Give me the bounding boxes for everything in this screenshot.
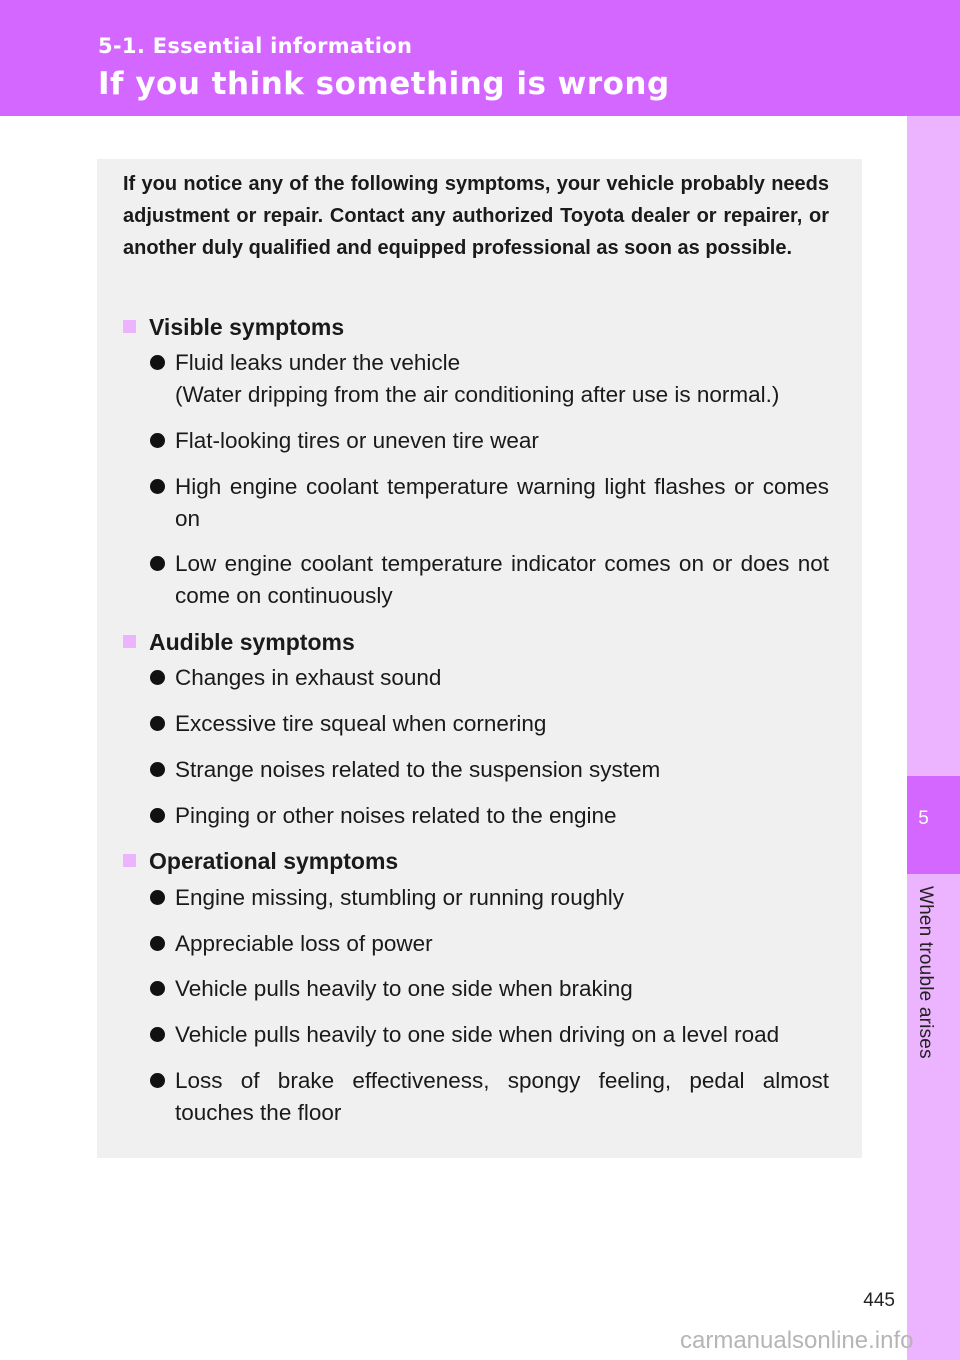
list-item-note: (Water dripping from the air conditioning after use is normal.) [175,382,780,407]
square-bullet-icon [123,635,136,648]
intro-paragraph: If you notice any of the following symptoms, your vehicle probably needs adjustment or repair. Contact any authorized Toyota dealer or repairer, or another duly qualified and equipped professional as soon as possible. [123,173,829,259]
list-item [150,1065,829,1129]
bullet-icon [150,355,165,370]
bullet-icon [150,433,165,448]
list-item [150,662,829,694]
bullet-icon [150,670,165,685]
list-item-text: Low engine coolant temperature indicator comes on or does not come on continuously [175,551,829,608]
bullet-icon [150,479,165,494]
chapter-number: 5 [918,808,929,829]
bullet-icon [150,890,165,905]
bullet-icon [150,1073,165,1088]
list-item-text: Strange noises related to the suspension system [175,757,661,782]
square-bullet-icon [123,854,136,867]
list-item [150,973,829,1005]
list-item [150,708,829,740]
list-item [150,800,829,832]
list-item-text: High engine coolant temperature warning light flashes or comes on [175,474,829,531]
bullet-icon [150,556,165,571]
page-title: If you think something is wrong [98,66,670,102]
group-heading-label: Visible symptoms [149,314,345,340]
list-item [150,471,829,535]
list-item-text: Engine missing, stumbling or running roughly [175,885,624,910]
group-heading-label: Operational symptoms [149,848,399,874]
bullet-icon [150,936,165,951]
bullet-icon [150,1027,165,1042]
group-heading-operational [123,846,398,876]
chapter-title: When trouble arises [915,886,936,1059]
list-item [150,347,829,411]
bullet-icon [150,762,165,777]
bullet-icon [150,716,165,731]
list-item [150,754,829,786]
section-label: 5-1. Essential information [98,34,413,58]
bullet-icon [150,981,165,996]
list-item [150,1019,829,1051]
list-item [150,882,829,914]
list-item [150,425,829,457]
list-item-text: Vehicle pulls heavily to one side when driving on a level road [175,1022,780,1047]
list-item [150,548,829,612]
list-item [150,928,829,960]
list-item-text: Excessive tire squeal when cornering [175,711,547,736]
square-bullet-icon [123,320,136,333]
page-number: 445 [863,1290,895,1311]
list-item-text: Loss of brake effectiveness, spongy feeling, pedal almost touches the floor [175,1068,829,1125]
watermark: carmanualsonline.info [680,1327,914,1354]
chapter-side-tab [907,116,960,1360]
group-heading-audible [123,627,355,657]
symptoms-box [97,159,862,1158]
list-item-text: Flat-looking tires or uneven tire wear [175,428,539,453]
list-item-text: Appreciable loss of power [175,931,433,956]
list-item-text: Fluid leaks under the vehicle [175,350,461,375]
group-heading-label: Audible symptoms [149,629,355,655]
list-item-text: Pinging or other noises related to the engine [175,803,617,828]
bullet-icon [150,808,165,823]
group-heading-visible [123,312,344,342]
list-item-text: Vehicle pulls heavily to one side when braking [175,976,633,1001]
list-item-text: Changes in exhaust sound [175,665,442,690]
